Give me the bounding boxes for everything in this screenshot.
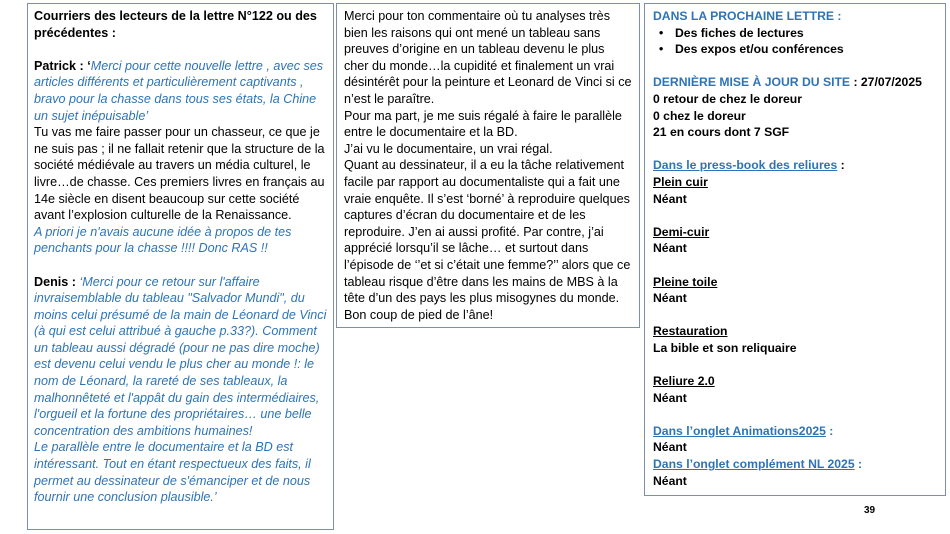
status-line: 0 retour de chez le doreur xyxy=(653,91,802,106)
section-title: Demi-cuir xyxy=(653,224,710,239)
reply-paragraph-4: Quant au dessinateur, il a eu la tâche relativement facile par rapport au documentaliste qui a fait une vraie enquête. Il s’est ‘borné’ à reproduire quelques captures d’écran du documentaire et de les reproduire. J’en ai aussi profité. Par contre, j’ai apprécié lorsqu’il se lâche… et surtout dans l’épisode de ‘’et si c’était une femme?’’ alors que ce tableau risque d’être dans les mains de MBS à la tête d’un des pays les plus misogynes du monde. Bon coup de pied de l’âne! xyxy=(344,158,631,322)
section-value: Néant xyxy=(653,191,687,206)
list-item: • Des fiches de lectures xyxy=(675,25,937,42)
animations-heading-line xyxy=(653,423,937,440)
patrick-reply: Tu vas me faire passer pour un chasseur, ce que je ne suis pas ; il ne fallait retenir que la structure de la société médiévale au travers un média culturel, le livre…de chasse. Ces premiers livres en français au 14e siècle en disent beaucoup sur cette société avant l’explosion culturelle de la Renaissance. xyxy=(34,125,325,223)
reply-paragraph-1: Merci pour ton commentaire où tu analyses très bien les raisons qui ont mené un tableau sans preuves d’origine en un tableau devenu le plus cher du monde…la cupidité et finalement un vrai désintérêt pour la peinture et Leonard de Vinci si ce n’est le paraître. xyxy=(344,9,632,106)
patrick-aside: A priori je n'avais aucune idée à propos de tes penchants pour la chasse !!!! Donc RAS !! xyxy=(34,224,292,256)
site-news-column xyxy=(644,3,946,496)
reader-letters-column xyxy=(27,3,334,530)
patrick-name: Patrick : xyxy=(34,58,88,73)
section-title: Reliure 2.0 xyxy=(653,374,715,389)
section-value: Néant xyxy=(653,291,687,306)
section-title: Plein cuir xyxy=(653,174,708,189)
colon: : xyxy=(854,457,863,472)
section-value: Néant xyxy=(653,390,687,405)
animations-value: Néant xyxy=(653,440,687,455)
denis-letter xyxy=(34,274,327,440)
site-update-date: : 27/07/2025 xyxy=(850,75,922,90)
patrick-quote-open: ‘ xyxy=(87,58,91,73)
section-title: Pleine toile xyxy=(653,274,718,289)
site-update-line xyxy=(653,74,937,91)
complement-heading[interactable]: Dans l’onglet complément NL 2025 xyxy=(653,457,855,472)
pressbook-heading-line xyxy=(653,157,937,174)
animations-heading[interactable]: Dans l’onglet Animations2025 xyxy=(653,423,826,438)
denis-quote: ‘Merci pour ce retour sur l'affaire invraisemblable du tableau "Salvador Mundi", du moins celui présumé de la main de Léonard de Vinci (à qui est celui attribué à gauche p.33?). Comment un tableau aussi dégradé (pour ne pas dire moche) est devenu celui vendu le plus cher au monde !: le nom de Léonard, la rareté de ses tableaux, la malhonnêteté et l'appât du gain des intermédiaires, l'orgueil et la fortune des propriétaires… une belle concentration des ambitions humaines! xyxy=(34,274,327,438)
reply-paragraph-3: J’ai vu le documentaire, un vrai régal. xyxy=(344,141,553,156)
reply-column xyxy=(336,3,640,328)
next-letter-heading: DANS LA PROCHAINE LETTRE : xyxy=(653,9,842,23)
next-letter-list xyxy=(653,25,937,58)
complement-heading-line xyxy=(653,456,937,473)
section-value: Néant xyxy=(653,241,687,256)
list-item: • Des expos et/ou conférences xyxy=(675,41,937,58)
reply-paragraph-2: Pour ma part, je me suis régalé à faire le parallèle entre le documentaire et la BD. xyxy=(344,108,622,140)
denis-name: Denis : xyxy=(34,274,80,289)
colon: : xyxy=(825,423,834,438)
pressbook-heading[interactable]: Dans le press-book des reliures xyxy=(653,158,838,173)
patrick-quote: Merci pour cette nouvelle lettre , avec ses articles différents et particulièrement captivants , bravo pour la chasse dans tous ses états, la Chine un sujet inépuisable’ xyxy=(34,58,324,123)
section-title: Restauration xyxy=(653,324,728,339)
status-line: 0 chez le doreur xyxy=(653,108,746,123)
section-value: La bible et son reliquaire xyxy=(653,340,797,355)
denis-quote-continued: Le parallèle entre le documentaire et la BD est intéressant. Tout en étant respectueux des faits, il permet au dessinateur de s'émanciper et de nous fournir une conclusion plausible.’ xyxy=(34,440,311,505)
letters-heading: Courriers des lecteurs de la lettre N°122 ou des précédentes : xyxy=(34,9,317,40)
page-number: 39 xyxy=(864,505,876,516)
colon: : xyxy=(837,158,845,173)
patrick-letter xyxy=(34,58,327,124)
status-line: 21 en cours dont 7 SGF xyxy=(653,125,790,140)
site-update-label: DERNIÈRE MISE À JOUR DU SITE xyxy=(653,75,851,90)
complement-value: Néant xyxy=(653,473,687,488)
